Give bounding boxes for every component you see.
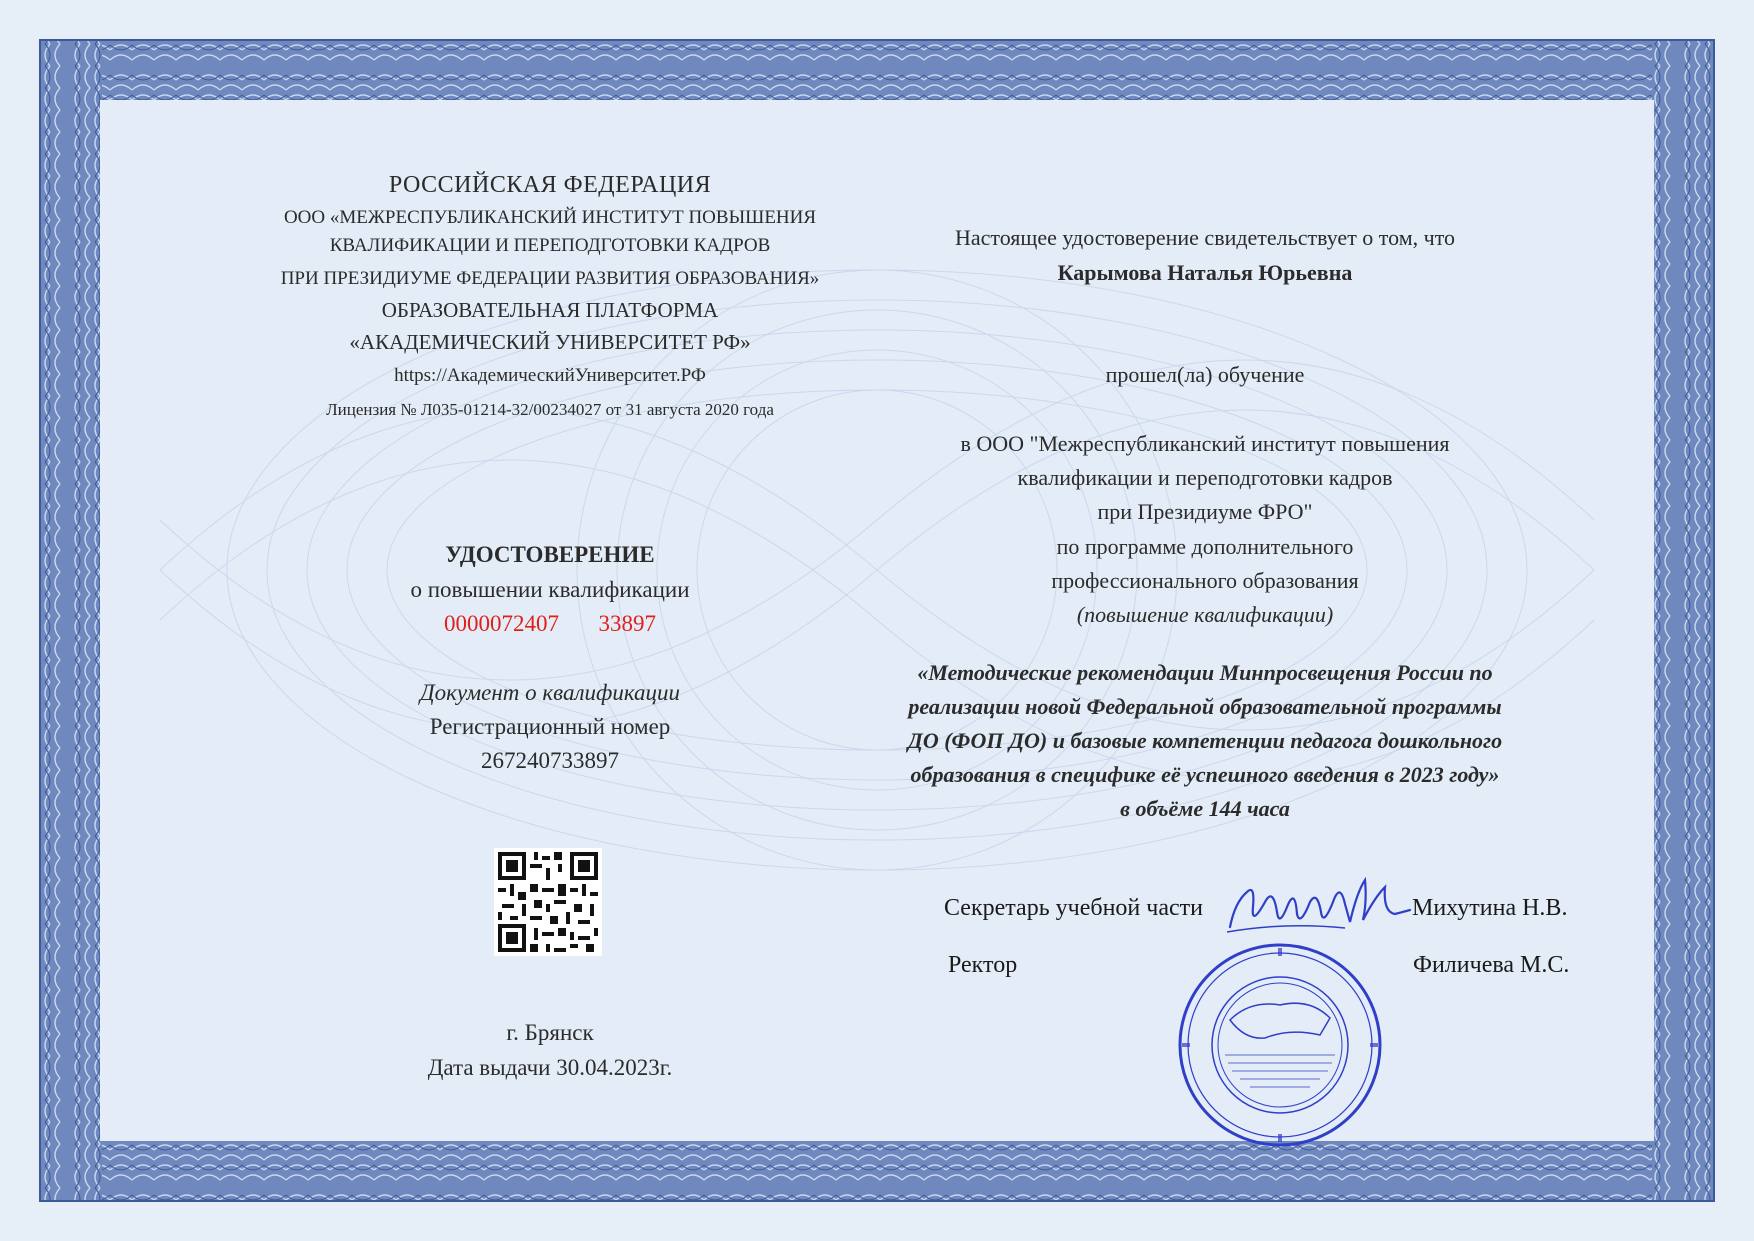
certificate-serial-number xyxy=(230,611,870,637)
country-title: РОССИЙСКАЯ ФЕДЕРАЦИЯ xyxy=(388,172,712,198)
city-text: г. Брянск xyxy=(506,1020,594,1045)
intro-text: Настоящее удостоверение свидетельствует о том, что xyxy=(954,225,1456,250)
qr-code xyxy=(494,848,602,956)
program-type: (повышение квалификации) xyxy=(1076,602,1334,627)
secretary-name: Михутина Н.В. xyxy=(1412,895,1568,921)
institution-line-3: при Президиуме ФРО" xyxy=(1097,499,1313,524)
registration-number: 267240733897 xyxy=(481,748,619,773)
website-text: https://АкадемическийУниверситет.РФ xyxy=(394,365,706,386)
certificate-title: УДОСТОВЕРЕНИЕ xyxy=(445,542,655,567)
platform-line-2: «АКАДЕМИЧЕСКИЙ УНИВЕРСИТЕТ РФ» xyxy=(349,330,751,354)
course-title-line-3: ДО (ФОП ДО) и базовые компетенции педагога дошкольного xyxy=(907,728,1503,753)
completed-text: прошел(ла) обучение xyxy=(1105,362,1305,387)
course-hours: в объёме 144 часа xyxy=(1120,796,1290,821)
organization-line-2: КВАЛИФИКАЦИИ И ПЕРЕПОДГОТОВКИ КАДРОВ xyxy=(329,235,771,256)
rector-name: Филичева М.С. xyxy=(1413,952,1570,978)
course-title-line-2: реализации новой Федеральной образовательной программы xyxy=(908,694,1502,719)
course-title-line-4: образования в специфике её успешного введения в 2023 году» xyxy=(910,762,1500,787)
registration-label: Регистрационный номер xyxy=(429,714,671,739)
recipient-name: Карымова Наталья Юрьевна xyxy=(1057,260,1353,285)
form-number: 33897 xyxy=(598,611,656,636)
organization-line-1: ООО «МЕЖРЕСПУБЛИКАНСКИЙ ИНСТИТУТ ПОВЫШЕНИЯ xyxy=(283,207,817,228)
issue-date: Дата выдачи 30.04.2023г. xyxy=(427,1055,673,1080)
handwritten-signature xyxy=(1225,872,1415,942)
platform-line-1: ОБРАЗОВАТЕЛЬНАЯ ПЛАТФОРМА xyxy=(381,298,719,322)
round-seal xyxy=(1170,940,1390,1150)
program-line-1: по программе дополнительного xyxy=(1056,534,1354,559)
organization-line-3: ПРИ ПРЕЗИДИУМЕ ФЕДЕРАЦИИ РАЗВИТИЯ ОБРАЗОВАНИЯ» xyxy=(280,268,820,289)
course-title-line-1: «Методические рекомендации Минпросвещения России по xyxy=(917,660,1493,685)
rector-role: Ректор xyxy=(948,952,1018,978)
series-number: 0000072407 xyxy=(444,611,559,636)
license-text: Лицензия № Л035-01214-32/00234027 от 31 августа 2020 года xyxy=(326,400,774,419)
secretary-role: Секретарь учебной части xyxy=(944,895,1203,921)
program-line-2: профессионального образования xyxy=(1051,568,1359,593)
document-type: Документ о квалификации xyxy=(419,680,681,705)
certificate-subtitle: о повышении квалификации xyxy=(410,577,690,602)
institution-line-1: в ООО "Межреспубликанский институт повышения xyxy=(960,431,1450,456)
institution-line-2: квалификации и переподготовки кадров xyxy=(1017,465,1393,490)
